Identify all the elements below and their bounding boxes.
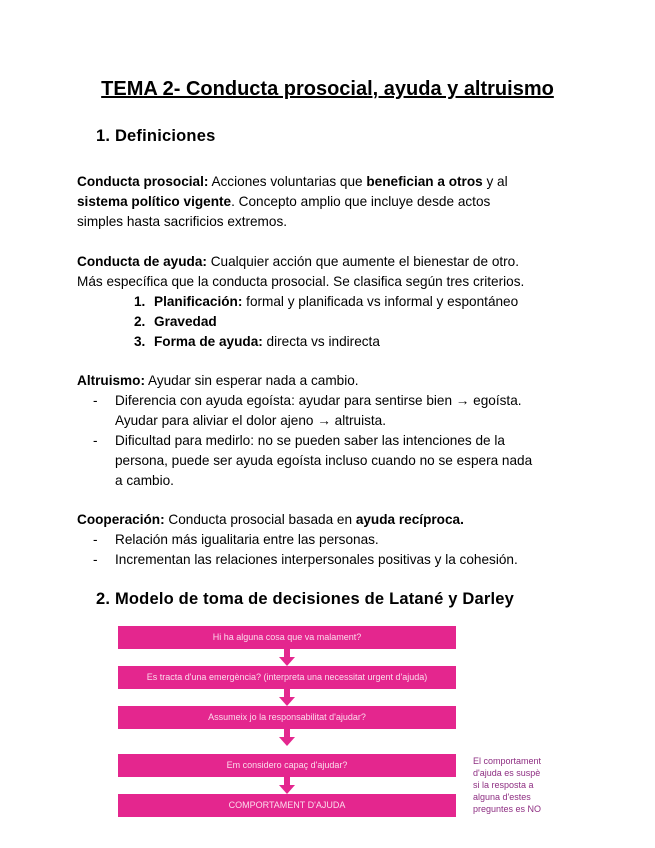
note-line: El comportament [473,756,542,766]
text-span: Cualquier acción que aumente el bienestar de otro. [206,254,520,269]
list-item [134,332,518,352]
criteria-label: Planificación: [154,294,243,309]
note-line: si la resposta a [473,780,534,790]
text-line: Ayudar para aliviar el dolor ajeno → altruista. [115,413,387,428]
note-line: preguntes es NO [473,804,542,814]
list-item [93,550,518,570]
list-item [93,391,532,431]
text-line: Incrementan las relaciones interpersonales positivas y la cohesión. [115,552,518,567]
text-line: persona, puede ser ayuda egoísta incluso cuando no se espera nada [115,453,533,468]
dash-bullet: - [93,433,98,448]
text-line: a cambio. [115,473,174,488]
text-line [77,510,597,530]
criteria-list [134,292,518,352]
section-heading-modelo: 2. Modelo de toma de decisiones de Latané y Darley [96,590,515,608]
dash-bullet: - [93,552,98,567]
list-item [93,431,532,491]
list-item [134,312,518,332]
paragraph-cooperacion [77,510,597,530]
page-title: TEMA 2- Conducta prosocial, ayuda y altruismo [101,78,554,100]
note-line: alguna d'estes [473,792,531,802]
flow-step-2: Es tracta d'una emergència? (interpreta una necessitat urgent d'ajuda) [118,666,456,689]
list-item [134,292,518,312]
text-line: Dificultad para medirlo: no se pueden saber las intenciones de la [115,433,505,448]
term-label: Altruismo: [77,373,145,388]
text-span: . Concepto amplio que incluye desde actos [231,194,491,209]
list-number: 2. [134,314,146,329]
paragraph-altruismo [77,371,597,391]
dash-bullet: - [93,393,98,408]
text-line: Relación más igualitaria entre las personas. [115,532,379,547]
paragraph-conducta-prosocial [77,172,597,232]
text-line [77,192,597,212]
paragraph-conducta-ayuda [77,252,597,292]
term-label: Conducta prosocial: [77,174,209,189]
text-line [77,172,597,192]
criteria-label: Forma de ayuda: [154,334,263,349]
section-heading-definiciones: 1. Definiciones [96,127,216,145]
text-line: Más específica que la conducta prosocial. Se clasifica según tres criterios. [77,274,525,289]
text-line [77,371,597,391]
flow-side-note [473,755,563,815]
flow-step-1: Hi ha alguna cosa que va malament? [118,626,456,649]
text-line: Diferencia con ayuda egoísta: ayudar para sentirse bien → egoísta. [115,393,522,408]
text-span: Ayudar sin esperar nada a cambio. [144,373,359,388]
emphasis-text: sistema político vigente [77,194,232,209]
criteria-label: Gravedad [154,314,217,329]
flow-step-3: Assumeix jo la responsabilitat d'ajudar? [118,706,456,729]
text-span: Conducta prosocial basada en [164,512,356,527]
criteria-text: formal y planificada vs informal y espontáneo [242,294,519,309]
list-number: 3. [134,334,146,349]
flow-step-5: COMPORTAMENT D'AJUDA [118,794,456,817]
down-arrow-icon [279,777,295,794]
emphasis-text: ayuda recíproca. [355,512,464,527]
term-label: Cooperación: [77,512,165,527]
down-arrow-icon [279,689,295,706]
altruismo-bullets [93,391,532,491]
text-line [77,252,597,272]
list-number: 1. [134,294,146,309]
term-label: Conducta de ayuda: [77,254,207,269]
dash-bullet: - [93,532,98,547]
list-item [93,530,518,550]
text-span: y al [482,174,508,189]
note-line: d'ajuda es suspè [473,768,541,778]
criteria-text: directa vs indirecta [262,334,380,349]
down-arrow-icon [279,649,295,666]
text-line: simples hasta sacrificios extremos. [77,214,288,229]
text-span: Acciones voluntarias que [208,174,367,189]
emphasis-text: benefician a otros [366,174,483,189]
down-arrow-icon [279,729,295,746]
flow-step-4: Em considero capaç d'ajudar? [118,754,456,777]
cooperacion-bullets [93,530,518,570]
